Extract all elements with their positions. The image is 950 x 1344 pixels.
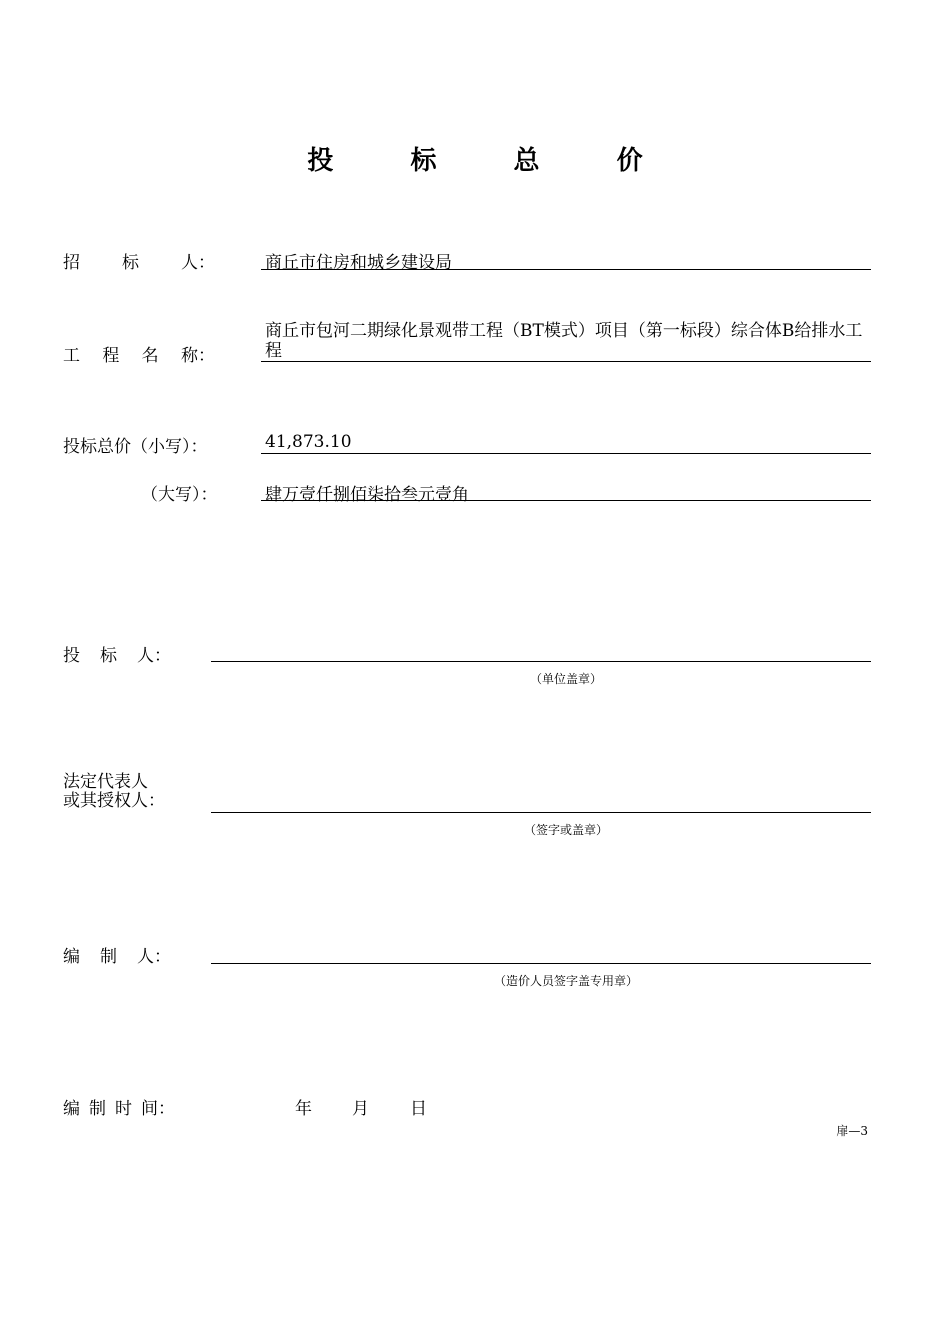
compile-time-label-char-1: 编 <box>63 1099 80 1119</box>
tenderee-underline <box>261 269 871 270</box>
tenderee-label-char-3: 人： <box>181 253 215 273</box>
legal-rep-caption: （签字或盖章） <box>523 823 608 837</box>
project-label-char-3: 名 <box>141 346 159 366</box>
compile-time-label-char-4: 间： <box>141 1099 175 1119</box>
project-label <box>63 341 215 366</box>
compiler-label-char-3: 人： <box>137 947 171 967</box>
project-label-char-4: 称： <box>180 346 215 366</box>
bidder-caption: （单位盖章） <box>529 672 602 686</box>
project-label-char-1: 工 <box>63 346 80 366</box>
project-value: 商丘市包河二期绿化景观带工程（BT模式）项目（第一标段）综合体B给排水工程 <box>265 321 863 361</box>
tenderee-label-char-2: 标 <box>122 253 139 273</box>
legal-rep-label <box>63 773 165 811</box>
total-upper-underline <box>261 500 871 501</box>
tenderee-value: 商丘市住房和城乡建设局 <box>265 253 452 273</box>
total-lower-value: 41,873.10 <box>265 432 352 452</box>
legal-rep-label-line1: 法定代表人 <box>63 772 148 792</box>
tenderee-label <box>63 248 215 273</box>
project-underline <box>261 361 871 362</box>
compiler-label-char-1: 编 <box>63 947 80 967</box>
compiler-label-char-2: 制 <box>100 947 117 967</box>
bidder-label-char-3: 人： <box>137 646 171 666</box>
compiler-label <box>63 942 171 967</box>
page-title: 投 标 总 价 <box>307 146 677 176</box>
compile-time-month: 月 <box>352 1099 369 1119</box>
bidder-label <box>63 641 171 666</box>
legal-rep-signature-line[interactable] <box>211 812 871 813</box>
project-label-char-2: 程 <box>102 346 120 366</box>
total-upper-value: 肆万壹仟捌佰柒拾叁元壹角 <box>265 485 469 505</box>
total-lower-label: 投标总价（小写）： <box>63 437 208 457</box>
compile-time-label <box>63 1094 175 1119</box>
bidder-label-char-2: 标 <box>100 646 117 666</box>
legal-rep-label-line2: 或其授权人： <box>63 791 165 811</box>
compiler-signature-line[interactable] <box>211 963 871 964</box>
compile-time-label-char-3: 时 <box>115 1099 132 1119</box>
page-code: 扉—3 <box>836 1124 868 1138</box>
bidder-label-char-1: 投 <box>63 646 80 666</box>
total-lower-underline <box>261 453 871 454</box>
compile-time-label-char-2: 制 <box>89 1099 106 1119</box>
compile-time-year: 年 <box>295 1099 312 1119</box>
compiler-caption: （造价人员签字盖专用章） <box>493 974 638 988</box>
tenderee-label-char-1: 招 <box>63 253 80 273</box>
compile-time-day: 日 <box>410 1099 427 1119</box>
bidder-signature-line[interactable] <box>211 661 871 662</box>
total-upper-label: （大写）： <box>141 485 218 505</box>
